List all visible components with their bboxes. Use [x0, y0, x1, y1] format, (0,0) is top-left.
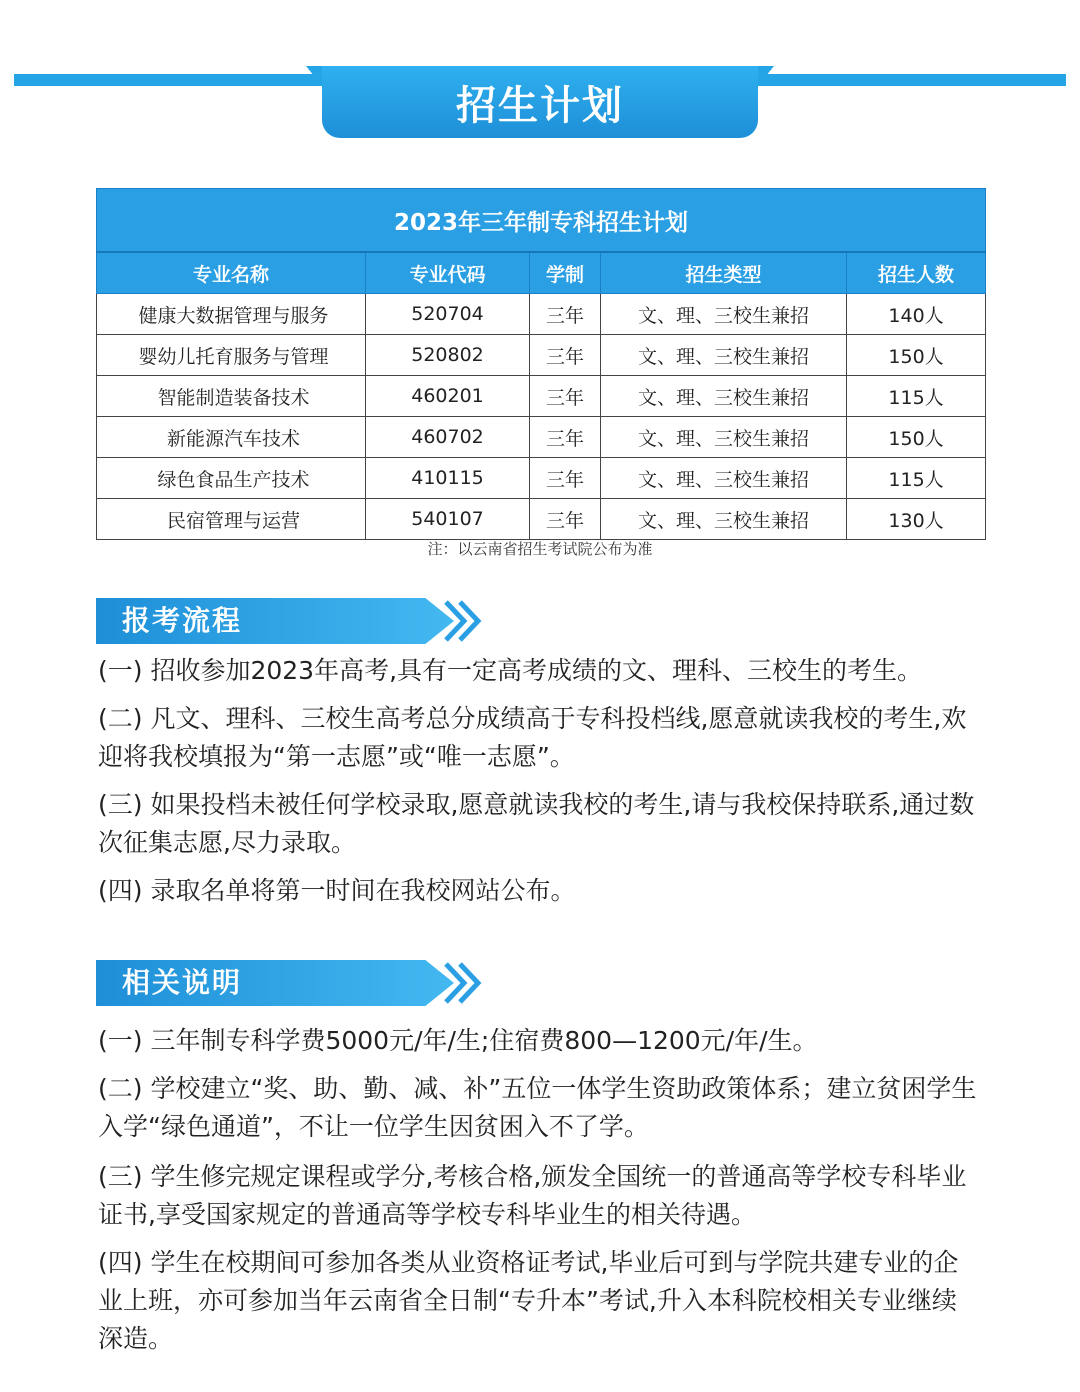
table-cell: 三年: [530, 499, 601, 540]
table-cell: 文、理、三校生兼招: [601, 458, 847, 499]
page-title: 招生计划: [456, 82, 624, 129]
process-item: (四) 录取名单将第一时间在我校网站公布。: [98, 876, 576, 905]
table-cell: 文、理、三校生兼招: [601, 335, 847, 376]
column-header: 专业代码: [366, 252, 530, 294]
table-cell: 150人: [847, 335, 986, 376]
notes-item: (二) 学校建立“奖、助、勤、减、补”五位一体学生资助政策体系；建立贫困学生入学“绿色通道”，不让一位学生因贫困入不了学。: [98, 1074, 977, 1141]
process-item: (三) 如果投档未被任何学校录取,愿意就读我校的考生,请与我校保持联系,通过数次征集志愿,尽力录取。: [98, 790, 975, 857]
process-item: (二) 凡文、理科、三校生高考总分成绩高于专科投档线,愿意就读我校的考生,欢迎将我校填报为“第一志愿”或“唯一志愿”。: [98, 704, 967, 771]
process-item: (一) 招收参加2023年高考,具有一定高考成绩的文、理科、三校生的考生。: [98, 656, 923, 685]
column-header: 专业名称: [97, 252, 366, 294]
table-cell: 三年: [530, 335, 601, 376]
table-cell: 115人: [847, 376, 986, 417]
table-cell: 410115: [366, 458, 530, 499]
section-title: 报考流程: [122, 604, 243, 637]
table-caption-row: [97, 189, 986, 253]
table-cell: 民宿管理与运营: [97, 499, 366, 540]
notes-item: (四) 学生在校期间可参加各类从业资格证考试,毕业后可到与学院共建专业的企业上班，亦可参加当年云南省全日制“专升本”考试,升入本科院校相关专业继续深造。: [98, 1248, 959, 1353]
header-tab: [322, 66, 758, 138]
section-heading-notes: [96, 960, 496, 1006]
section-title: 相关说明: [122, 966, 243, 999]
table-cell: 520802: [366, 335, 530, 376]
table-cell: 150人: [847, 417, 986, 458]
table-cell: 三年: [530, 376, 601, 417]
table-row: [97, 417, 986, 458]
table-cell: 文、理、三校生兼招: [601, 499, 847, 540]
table-cell: 130人: [847, 499, 986, 540]
table-row: [97, 499, 986, 540]
table-caption: 2023年三年制专科招生计划: [97, 189, 986, 253]
enrollment-table: [96, 188, 986, 540]
column-header: 招生类型: [601, 252, 847, 294]
table-row: [97, 458, 986, 499]
table-row: [97, 335, 986, 376]
table-cell: 文、理、三校生兼招: [601, 376, 847, 417]
table-cell: 三年: [530, 294, 601, 335]
table-cell: 文、理、三校生兼招: [601, 417, 847, 458]
table-note: 注：以云南省招生考试院公布为准: [427, 540, 653, 558]
notes-item: (三) 学生修完规定课程或学分,考核合格,颁发全国统一的普通高等学校专科毕业证书,享受国家规定的普通高等学校专科毕业生的相关待遇。: [98, 1162, 967, 1229]
table-row: [97, 294, 986, 335]
table-cell: 460702: [366, 417, 530, 458]
table-cell: 绿色食品生产技术: [97, 458, 366, 499]
column-header: 学制: [530, 252, 601, 294]
table-cell: 460201: [366, 376, 530, 417]
table-cell: 115人: [847, 458, 986, 499]
table-row: [97, 376, 986, 417]
table-cell: 文、理、三校生兼招: [601, 294, 847, 335]
column-header: 招生人数: [847, 252, 986, 294]
table-cell: 540107: [366, 499, 530, 540]
notes-item: (一) 三年制专科学费5000元/年/生;住宿费800—1200元/年/生。: [98, 1026, 818, 1055]
table-cell: 三年: [530, 458, 601, 499]
section-heading-process: [96, 598, 496, 644]
table-cell: 520704: [366, 294, 530, 335]
table-header-row: [97, 252, 986, 294]
table-cell: 智能制造装备技术: [97, 376, 366, 417]
table-cell: 健康大数据管理与服务: [97, 294, 366, 335]
table-cell: 新能源汽车技术: [97, 417, 366, 458]
table-cell: 婴幼儿托育服务与管理: [97, 335, 366, 376]
table-cell: 140人: [847, 294, 986, 335]
double-chevron-icon: [436, 598, 496, 644]
double-chevron-icon: [436, 960, 496, 1006]
table-cell: 三年: [530, 417, 601, 458]
